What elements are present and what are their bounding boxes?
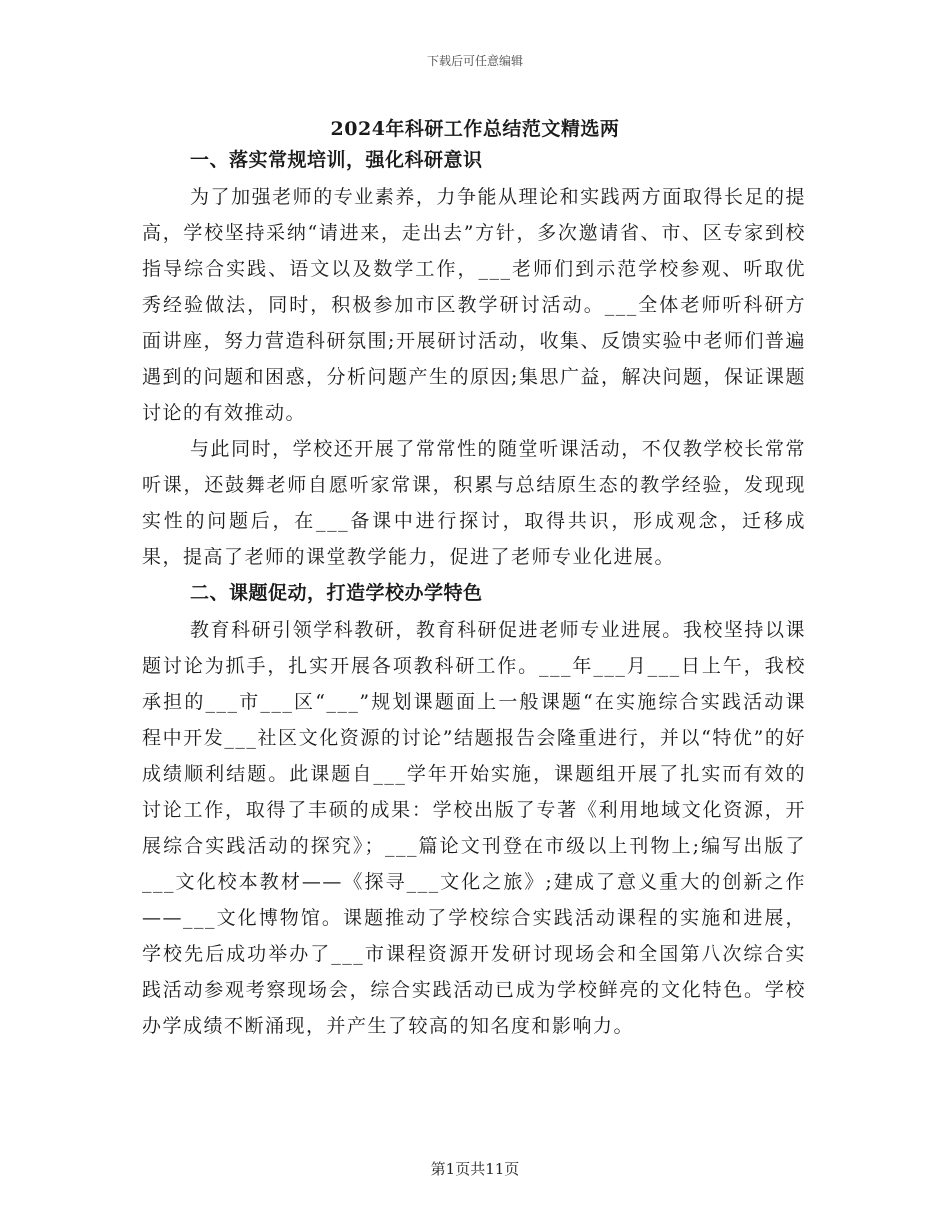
section-heading-2: 二、课题促动，打造学校办学特色 <box>190 582 483 604</box>
page-footer-page-number: 第1页共11页 <box>430 1160 520 1178</box>
section-2-paragraph-1: 教育科研引领学科教研，教育科研促进老师专业进展。我校坚持以课题讨论为抓手，扎实开展各项教科研工作。___年___月___日上午，我校承担的___市___区“___”规划课题面上一般课题“在实施综合实践活动课程中开发___社区文化资源的讨论”结题报告会隆重进行，并以“特优”的好成绩顺利结题。此课题自___学年开始实施，课题组开展了扎实而有效的讨论工作，取得了丰硕的成果：学校出版了专著《利用地域文化资源，开展综合实践活动的探究》；___篇论文刊登在市级以上刊物上;编写出版了___文化校本教材——《探寻___文化之旅》;建成了意义重大的创新之作——___文化博物馆。课题推动了学校综合实践活动课程的实施和进展，学校先后成功举办了___市课程资源开发研讨现场会和全国第八次综合实践活动参观考察现场会，综合实践活动已成为学校鲜亮的文化特色。学校办学成绩不断涌现，并产生了较高的知名度和影响力。 <box>142 619 806 1037</box>
page-header-note: 下载后可任意编辑 <box>426 54 523 68</box>
section-heading-1: 一、落实常规培训，强化科研意识 <box>190 149 483 171</box>
document-title: 2024年科研工作总结范文精选两 <box>330 118 620 140</box>
section-1-paragraph-2: 与此同时，学校还开展了常常性的随堂听课活动，不仅教学校长常常听课，还鼓舞老师自愿听家常课，积累与总结原生态的教学经验，发现现实性的问题后，在___备课中进行探讨，取得共识，形成观念，迁移成果，提高了老师的课堂教学能力，促进了老师专业化进展。 <box>142 438 806 568</box>
document-body <box>142 142 806 1044</box>
section-1-paragraph-1: 为了加强老师的专业素养，力争能从理论和实践两方面取得长足的提高，学校坚持采纳“请进来，走出去”方针，多次邀请省、市、区专家到校指导综合实践、语文以及数学工作，___老师们到示范学校参观、听取优秀经验做法，同时，积极参加市区教学研讨活动。___全体老师听科研方面讲座，努力营造科研氛围;开展研讨活动，收集、反馈实验中老师们普遍遇到的问题和困惑，分析问题产生的原因;集思广益，解决问题，保证课题讨论的有效推动。 <box>142 186 806 424</box>
